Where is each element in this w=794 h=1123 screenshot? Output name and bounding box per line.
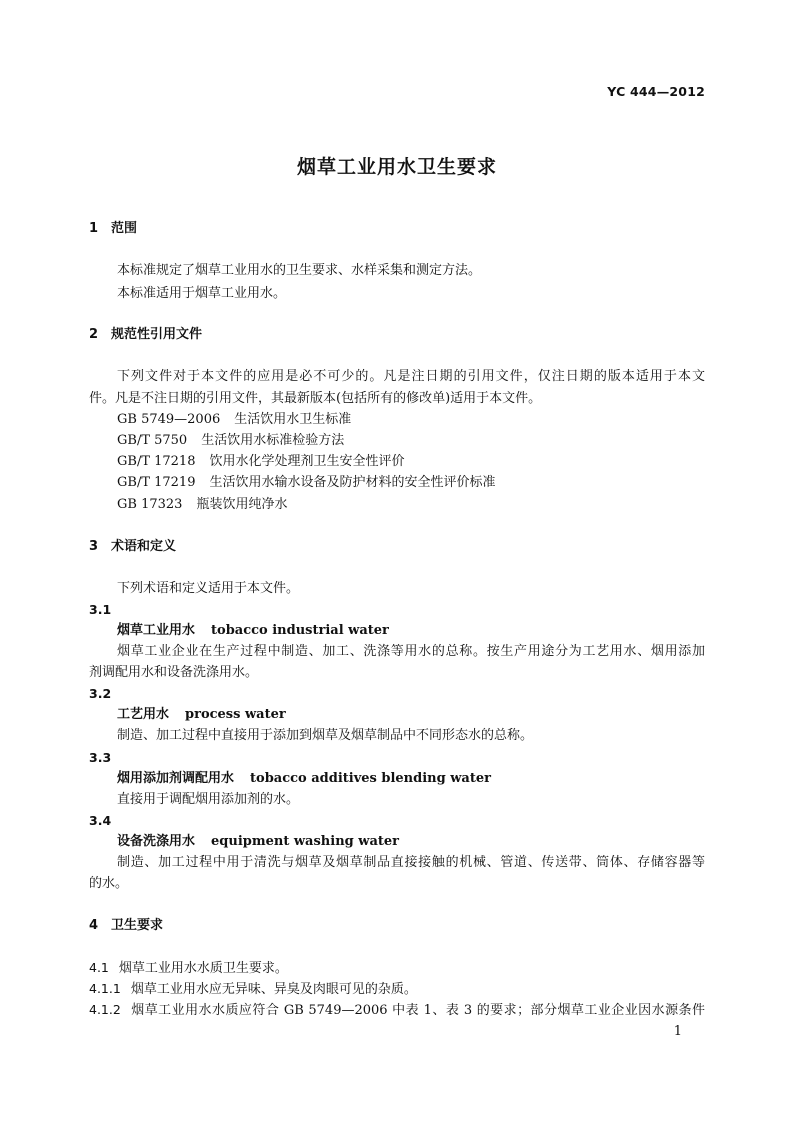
reference-item (117, 496, 287, 514)
term-en: tobacco additives blending water (250, 771, 491, 786)
term-definition-line: 烟草工业企业在生产过程中制造、加工、洗涤等用水的总称。按生产用途分为工艺用水、烟用添加 (117, 644, 705, 659)
term-definition-line: 剂调配用水和设备洗涤用水。 (89, 665, 259, 680)
term-heading (117, 770, 491, 788)
clause-text: 烟草工业用水应无异味、异臭及肉眼可见的杂质。 (130, 982, 417, 997)
section-2-heading (89, 326, 202, 344)
clause-item (89, 1001, 705, 1020)
clause-text: 烟草工业用水水质应符合 GB 5749—2006 中表 1、表 3 的要求；部分烟草工业企业因水源条件 (130, 1003, 705, 1018)
reference-code: GB 5749—2006 (117, 412, 221, 427)
section-number: 2 (89, 327, 99, 342)
paragraph-line: 件。凡是不注日期的引用文件，其最新版本(包括所有的修改单)适用于本文件。 (89, 391, 542, 406)
term-zh: 烟用添加剂调配用水 (117, 771, 235, 786)
page-number: 1 (673, 1024, 682, 1039)
section-number: 1 (89, 221, 99, 236)
reference-title: 瓶装饮用纯净水 (196, 497, 288, 512)
document-code: YC 444—2012 (607, 84, 705, 99)
term-number: 3.4 (89, 813, 112, 828)
term-definition-line: 制造、加工过程中直接用于添加到烟草及烟草制品中不同形态水的总称。 (117, 728, 534, 743)
section-title: 范围 (111, 221, 138, 236)
reference-item (117, 432, 344, 450)
clause-item (89, 980, 417, 999)
reference-title: 生活饮用水卫生标准 (234, 412, 352, 427)
section-4-heading (89, 917, 163, 935)
term-definition-line: 制造、加工过程中用于清洗与烟草及烟草制品直接接触的机械、管道、传送带、筒体、存储容器等 (117, 855, 705, 870)
clause-text: 烟草工业用水水质卫生要求。 (118, 961, 288, 976)
section-number: 4 (89, 918, 99, 933)
term-zh: 烟草工业用水 (117, 623, 196, 638)
clause-item (89, 959, 288, 978)
term-number: 3.1 (89, 602, 112, 617)
term-en: equipment washing water (211, 834, 399, 849)
term-zh: 工艺用水 (117, 707, 170, 722)
term-number: 3.3 (89, 750, 112, 765)
page-title: 烟草工业用水卫生要求 (296, 156, 497, 178)
term-heading (117, 833, 399, 851)
section-1-heading (89, 220, 137, 238)
reference-title: 生活饮用水输水设备及防护材料的安全性评价标准 (209, 475, 496, 490)
section-number: 3 (89, 539, 99, 554)
term-heading (117, 706, 286, 724)
reference-code: GB/T 17218 (117, 454, 196, 469)
paragraph: 下列术语和定义适用于本文件。 (117, 581, 300, 596)
clause-number: 4.1 (89, 960, 109, 975)
section-3-heading (89, 538, 176, 556)
clause-number: 4.1.1 (89, 981, 121, 996)
reference-title: 生活饮用水标准检验方法 (201, 433, 345, 448)
term-zh: 设备洗涤用水 (117, 834, 196, 849)
reference-item (117, 411, 351, 429)
reference-item (117, 453, 405, 471)
reference-title: 饮用水化学处理剂卫生安全性评价 (209, 454, 405, 469)
reference-code: GB/T 17219 (117, 475, 196, 490)
section-title: 卫生要求 (111, 918, 164, 933)
term-en: tobacco industrial water (211, 623, 389, 638)
paragraph: 本标准适用于烟草工业用水。 (117, 286, 287, 301)
reference-code: GB 17323 (117, 497, 183, 512)
term-heading (117, 622, 389, 640)
paragraph-line: 下列文件对于本文件的应用是必不可少的。凡是注日期的引用文件，仅注日期的版本适用于本文 (117, 369, 705, 384)
term-en: process water (185, 707, 286, 722)
reference-item (117, 474, 496, 492)
term-number: 3.2 (89, 686, 112, 701)
section-title: 规范性引用文件 (111, 327, 203, 342)
term-definition-line: 的水。 (89, 876, 129, 891)
section-title: 术语和定义 (111, 539, 177, 554)
term-definition-line: 直接用于调配烟用添加剂的水。 (117, 792, 300, 807)
reference-code: GB/T 5750 (117, 433, 188, 448)
paragraph: 本标准规定了烟草工业用水的卫生要求、水样采集和测定方法。 (117, 263, 482, 278)
clause-number: 4.1.2 (89, 1002, 121, 1017)
